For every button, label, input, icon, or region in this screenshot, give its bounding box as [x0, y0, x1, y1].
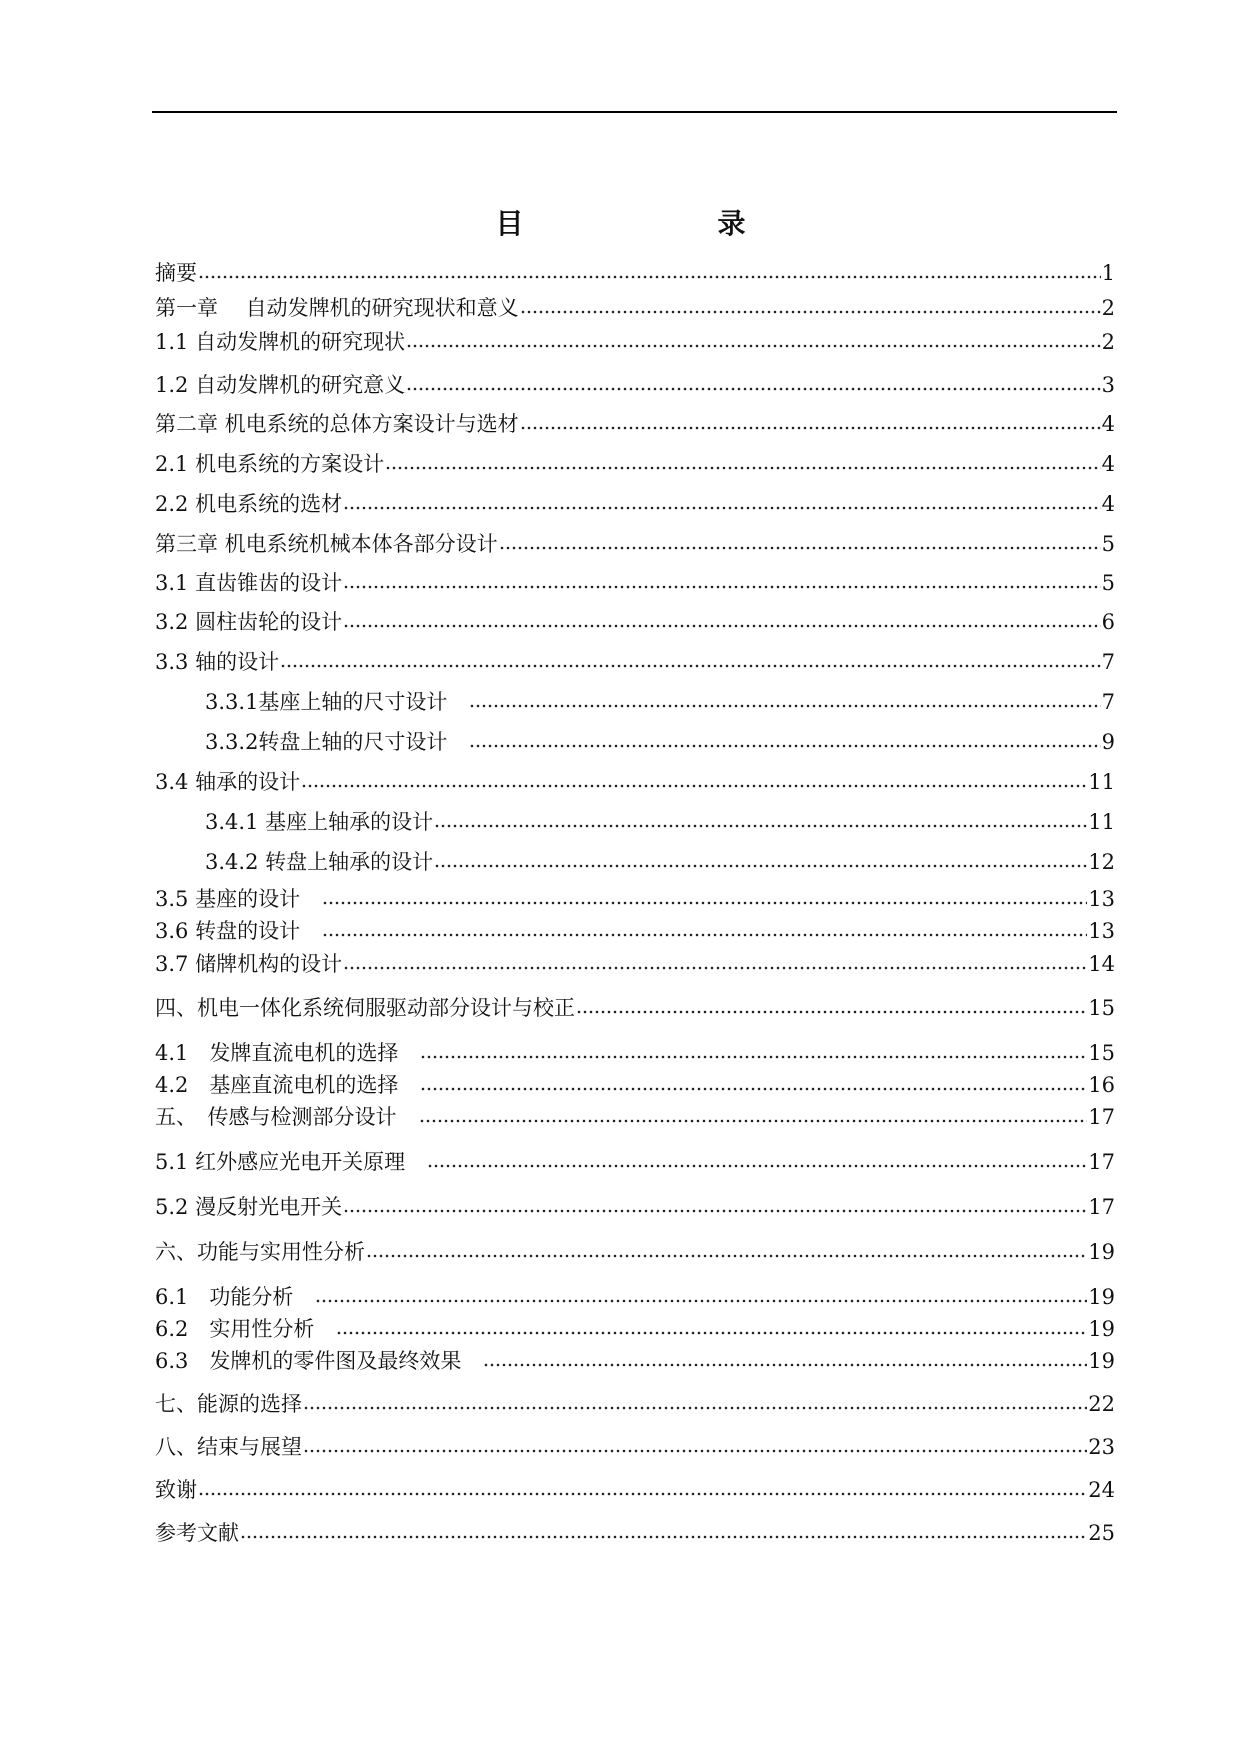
- toc-entry-label: 1.2 自动发牌机的研究意义: [155, 373, 406, 397]
- toc-entry-page: 12: [1088, 850, 1115, 874]
- toc-entry-page: 25: [1088, 1521, 1115, 1545]
- dot-leader: [343, 505, 1101, 511]
- dot-leader: [343, 1208, 1087, 1214]
- toc-entry-label: 3.3 轴的设计: [155, 650, 280, 674]
- dot-leader: [303, 1448, 1087, 1454]
- toc-entry-page: 3: [1101, 373, 1115, 397]
- toc-entry-page: 4: [1101, 452, 1115, 476]
- toc-entry[interactable]: [155, 448, 1115, 480]
- toc-entry-label: 八、结束与展望: [155, 1435, 302, 1459]
- toc-entry-label: 第二章 机电系统的总体方案设计与选材: [155, 412, 519, 436]
- toc-entry-page: 4: [1101, 412, 1115, 436]
- toc-entry-label: 3.7 储牌机构的设计: [155, 952, 343, 976]
- toc-entry-page: 23: [1088, 1435, 1115, 1459]
- toc-entry-page: 17: [1088, 1150, 1115, 1174]
- dot-leader: [406, 386, 1101, 392]
- dot-leader: [576, 1009, 1087, 1015]
- toc-entry-label: 3.3.2转盘上轴的尺寸设计: [205, 730, 469, 754]
- dot-leader: [499, 545, 1101, 551]
- toc-entry-label: 3.3.1基座上轴的尺寸设计: [205, 690, 469, 714]
- toc-entry[interactable]: [205, 686, 1115, 718]
- toc-entry-label: 五、 传感与检测部分设计: [155, 1105, 418, 1129]
- toc-entry-label: 第三章 机电系统机械本体各部分设计: [155, 532, 498, 556]
- toc-entry[interactable]: [155, 528, 1115, 560]
- toc-entry[interactable]: [155, 883, 1115, 915]
- toc-entry-page: 17: [1088, 1105, 1115, 1129]
- toc-entry[interactable]: [155, 257, 1115, 289]
- dot-leader: [434, 823, 1087, 829]
- toc-entry[interactable]: [155, 948, 1115, 980]
- dot-leader: [469, 743, 1100, 749]
- dot-leader: [343, 965, 1087, 971]
- toc-entry-label: 四、机电一体化系统伺服驱动部分设计与校正: [155, 996, 575, 1020]
- toc-entry[interactable]: [155, 606, 1115, 638]
- dot-leader: [469, 703, 1100, 709]
- toc-entry[interactable]: [155, 1281, 1115, 1313]
- dot-leader: [315, 1298, 1087, 1304]
- dot-leader: [301, 783, 1087, 789]
- dot-leader: [343, 623, 1101, 629]
- toc-entry-label: 参考文献: [155, 1521, 239, 1545]
- toc-entry[interactable]: [155, 992, 1115, 1024]
- toc-entry-page: 19: [1088, 1240, 1115, 1264]
- dot-leader: [366, 1253, 1087, 1259]
- toc-title: 目 录: [495, 207, 792, 240]
- dot-leader: [520, 309, 1101, 315]
- toc-entry-label: 5.2 漫反射光电开关: [155, 1195, 343, 1219]
- toc-entry[interactable]: [155, 1313, 1115, 1345]
- toc-entry[interactable]: [155, 1101, 1115, 1133]
- toc-entry[interactable]: [155, 1236, 1115, 1268]
- dot-leader: [420, 1086, 1087, 1092]
- toc-entry[interactable]: [155, 915, 1115, 947]
- toc-entry-label: 3.2 圆柱齿轮的设计: [155, 610, 343, 634]
- dot-leader: [420, 1054, 1087, 1060]
- toc-entry-label: 4.2 基座直流电机的选择: [155, 1073, 420, 1097]
- toc-entry-label: 5.1 红外感应光电开关原理: [155, 1150, 427, 1174]
- toc-entry-label: 6.1 功能分析: [155, 1285, 315, 1309]
- toc-entry[interactable]: [205, 806, 1115, 838]
- toc-entry-label: 2.2 机电系统的选材: [155, 492, 343, 516]
- dot-leader: [427, 1163, 1087, 1169]
- toc-entry-label: 3.6 转盘的设计: [155, 919, 322, 943]
- toc-entry[interactable]: [155, 408, 1115, 440]
- toc-entry-label: 3.5 基座的设计: [155, 887, 322, 911]
- dot-leader: [385, 465, 1101, 471]
- toc-entry-label: 3.4 轴承的设计: [155, 770, 301, 794]
- toc-entry-page: 17: [1088, 1195, 1115, 1219]
- toc-entry-page: 13: [1088, 919, 1115, 943]
- toc-entry[interactable]: [155, 488, 1115, 520]
- toc-entry[interactable]: [155, 1037, 1115, 1069]
- dot-leader: [343, 584, 1101, 590]
- toc-entry-page: 15: [1088, 996, 1115, 1020]
- toc-entry-page: 19: [1088, 1285, 1115, 1309]
- dot-leader: [240, 1534, 1087, 1540]
- toc-entry-page: 9: [1101, 730, 1115, 754]
- dot-leader: [419, 1118, 1088, 1124]
- header-rule: [152, 111, 1117, 113]
- toc-entry[interactable]: [205, 846, 1115, 878]
- toc-entry-label: 4.1 发牌直流电机的选择: [155, 1041, 420, 1065]
- toc-entry-page: 6: [1101, 610, 1115, 634]
- toc-entry[interactable]: [155, 326, 1115, 358]
- toc-entry[interactable]: [155, 1431, 1115, 1463]
- toc-entry[interactable]: [155, 1191, 1115, 1223]
- toc-entry[interactable]: [155, 1388, 1115, 1420]
- dot-leader: [198, 274, 1101, 280]
- toc-entry-page: 22: [1088, 1392, 1115, 1416]
- toc-entry[interactable]: [205, 726, 1115, 758]
- toc-entry[interactable]: [155, 1069, 1115, 1101]
- toc-entry-page: 16: [1088, 1073, 1115, 1097]
- toc-entry-label: 6.3 发牌机的零件图及最终效果: [155, 1349, 483, 1373]
- toc-entry-page: 24: [1088, 1478, 1115, 1502]
- toc-entry-label: 3.4.2 转盘上轴承的设计: [205, 850, 434, 874]
- dot-leader: [520, 425, 1101, 431]
- toc-entry-page: 15: [1088, 1041, 1115, 1065]
- dot-leader: [322, 900, 1087, 906]
- toc-entry-page: 4: [1101, 492, 1115, 516]
- dot-leader: [483, 1362, 1087, 1368]
- toc-entry-page: 7: [1101, 690, 1115, 714]
- dot-leader: [406, 343, 1101, 349]
- toc-entry[interactable]: [155, 1474, 1115, 1506]
- toc-entry[interactable]: [155, 1146, 1115, 1178]
- toc-entry-page: 19: [1088, 1317, 1115, 1341]
- dot-leader: [434, 863, 1087, 869]
- toc-entry-page: 5: [1101, 532, 1115, 556]
- toc-entry[interactable]: [155, 646, 1115, 678]
- toc-entry-label: 1.1 自动发牌机的研究现状: [155, 330, 406, 354]
- toc-entry-label: 致谢: [155, 1478, 197, 1502]
- toc-entry[interactable]: [155, 369, 1115, 401]
- dot-leader: [198, 1491, 1087, 1497]
- toc-entry[interactable]: [155, 1517, 1115, 1549]
- dot-leader: [280, 663, 1101, 669]
- toc-entry-page: 7: [1101, 650, 1115, 674]
- toc-entry-page: 2: [1101, 330, 1115, 354]
- toc-entry-label: 3.4.1 基座上轴承的设计: [205, 810, 434, 834]
- toc-entry-page: 11: [1088, 770, 1115, 794]
- toc-entry-label: 摘要: [155, 261, 197, 285]
- dot-leader: [322, 932, 1087, 938]
- toc-entry[interactable]: [155, 1345, 1115, 1377]
- toc-entry-label: 3.1 直齿锥齿的设计: [155, 571, 343, 595]
- dot-leader: [303, 1405, 1087, 1411]
- toc-entry-page: 1: [1101, 261, 1115, 285]
- toc-entry[interactable]: [155, 567, 1115, 599]
- toc-entry-page: 11: [1088, 810, 1115, 834]
- toc-entry[interactable]: [155, 766, 1115, 798]
- toc-entry[interactable]: [155, 292, 1115, 324]
- toc-entry-page: 14: [1088, 952, 1115, 976]
- toc-entry-label: 六、功能与实用性分析: [155, 1240, 365, 1264]
- toc-entry-page: 13: [1088, 887, 1115, 911]
- toc-entry-page: 2: [1101, 296, 1115, 320]
- toc-entry-label: 七、能源的选择: [155, 1392, 302, 1416]
- toc-entry-label: 6.2 实用性分析: [155, 1317, 336, 1341]
- toc-entry-label: 第一章 自动发牌机的研究现状和意义: [155, 296, 519, 320]
- dot-leader: [336, 1330, 1087, 1336]
- toc-entry-page: 19: [1088, 1349, 1115, 1373]
- toc-entry-page: 5: [1101, 571, 1115, 595]
- toc-entry-label: 2.1 机电系统的方案设计: [155, 452, 385, 476]
